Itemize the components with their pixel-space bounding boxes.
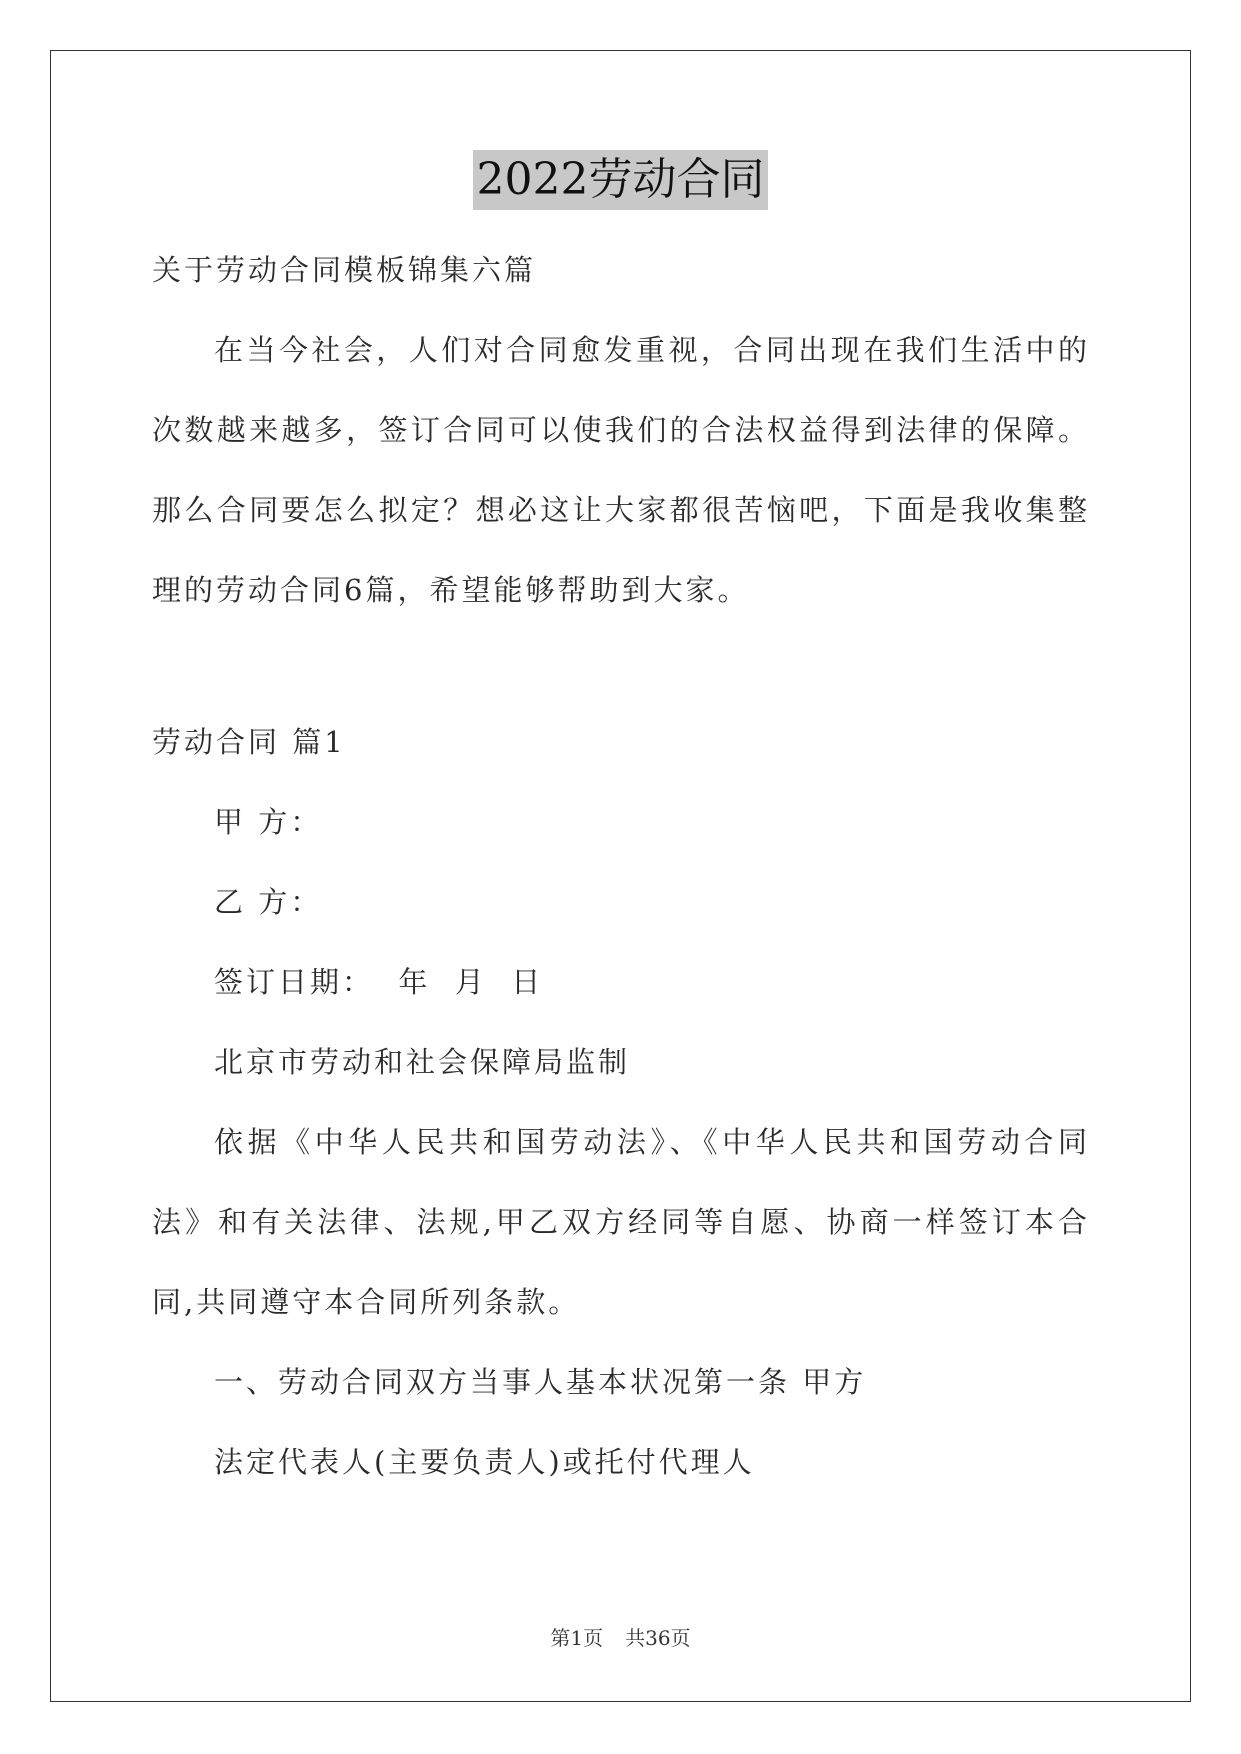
party-a-line: 甲 方： — [214, 805, 323, 839]
document-title: 2022劳动合同 — [473, 150, 769, 210]
document-subtitle: 关于劳动合同模板锦集六篇 — [152, 253, 537, 287]
title-wrapper — [0, 150, 1241, 210]
party-b-line: 乙 方： — [214, 885, 323, 919]
section-spacer — [152, 630, 1090, 702]
page-footer — [0, 1622, 1241, 1651]
supervisor-line: 北京市劳动和社会保障局监制 — [214, 1045, 631, 1079]
legal-basis-paragraph: 依据《中华人民共和国劳动法》、《中华人民共和国劳动合同法》和有关法律、法规,甲乙双方经同等自愿、协商一样签订本合同,共同遵守本合同所列条款。 — [152, 1125, 1090, 1319]
page-number: 第1页 — [550, 1626, 604, 1650]
intro-paragraph: 在当今社会，人们对合同愈发重视，合同出现在我们生活中的次数越来越多，签订合同可以使我们的合法权益得到法律的保障。那么合同要怎么拟定？想必这让大家都很苦恼吧，下面是我收集整理的劳动合同6篇，希望能够帮助到大家。 — [152, 333, 1090, 607]
page-total: 共36页 — [625, 1626, 691, 1650]
representative-line: 法定代表人(主要负责人)或托付代理人 — [214, 1445, 755, 1479]
section-heading: 劳动合同 篇1 — [152, 725, 346, 759]
clause-1-heading: 一、劳动合同双方当事人基本状况第一条 甲方 — [214, 1365, 867, 1399]
document-body — [152, 230, 1090, 1502]
sign-date-line: 签订日期： 年 月 日 — [214, 965, 544, 999]
